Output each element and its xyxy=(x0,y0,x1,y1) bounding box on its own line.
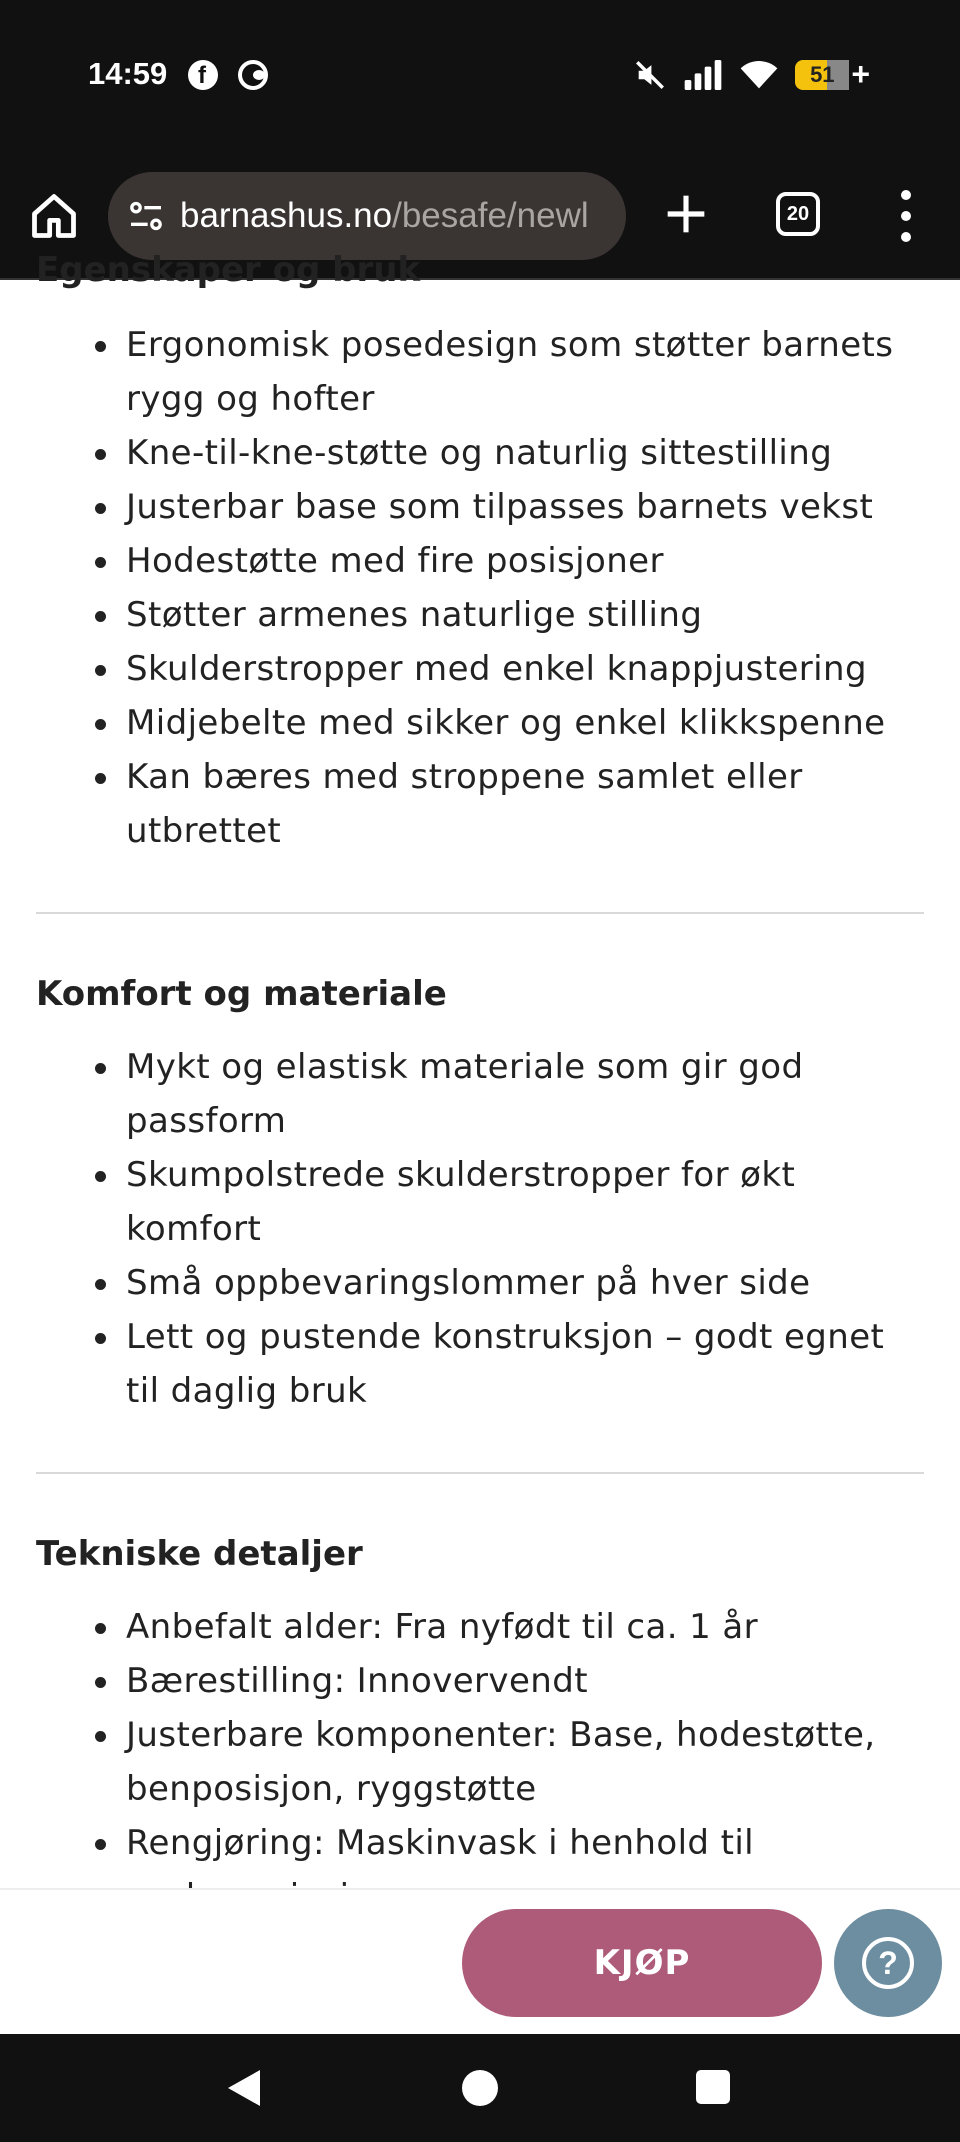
tab-switcher-button[interactable]: 20 xyxy=(776,192,820,236)
list-item: Ergonomisk posedesign som støtter barnets rygg og hofter xyxy=(0,318,960,426)
status-icons xyxy=(633,56,870,93)
section-title-features: Egenskaper og bruk xyxy=(36,250,421,290)
page-content xyxy=(0,250,960,1888)
system-nav-bar xyxy=(0,2034,960,2142)
list-item: Midjebelte med sikker og enkel klikkspenne xyxy=(0,696,960,750)
list-item: Skulderstropper med enkel knappjustering xyxy=(0,642,960,696)
list-item: Justerbare komponenter: Base, hodestøtte, benposisjon, ryggstøtte xyxy=(0,1708,960,1816)
site-settings-icon[interactable] xyxy=(126,196,166,236)
home-circle-icon[interactable] xyxy=(462,2070,498,2106)
wifi-icon xyxy=(739,58,779,92)
url-path: /besafe/newl xyxy=(392,196,589,235)
signal-icon xyxy=(683,58,723,92)
battery-charging-icon: 51 + xyxy=(795,56,870,93)
list-item: Lett og pustende konstruksjon – godt egnet til daglig bruk xyxy=(0,1310,960,1418)
technical-list xyxy=(0,1600,960,1924)
status-time: 14:59 xyxy=(88,56,168,91)
list-item: Rengjøring: Maskinvask i henhold til xyxy=(0,1816,960,1924)
help-icon: ? xyxy=(862,1937,914,1989)
back-icon[interactable] xyxy=(228,2070,260,2106)
list-item: Mykt og elastisk materiale som gir god passform xyxy=(0,1040,960,1148)
section-title-comfort: Komfort og materiale xyxy=(36,974,447,1014)
list-item: Skumpolstrede skulderstropper for økt komfort xyxy=(0,1148,960,1256)
facebook-icon: f xyxy=(188,60,218,90)
comfort-list xyxy=(0,1040,960,1418)
section-divider xyxy=(36,912,924,914)
list-item: Hodestøtte med fire posisjoner xyxy=(0,534,960,588)
battery-level: 51 xyxy=(810,61,835,87)
url-host: barnashus.no xyxy=(180,196,393,235)
list-item: Små oppbevaringslommer på hver side xyxy=(0,1256,960,1310)
list-item: Anbefalt alder: Fra nyfødt til ca. 1 år xyxy=(0,1600,960,1654)
mute-icon xyxy=(633,58,667,92)
list-item: Bærestilling: Innovervendt xyxy=(0,1654,960,1708)
recents-icon[interactable] xyxy=(696,2070,730,2104)
home-icon[interactable] xyxy=(28,190,80,242)
more-menu-icon[interactable] xyxy=(892,190,920,242)
list-item: Kne-til-kne-støtte og naturlig sittestilling xyxy=(0,426,960,480)
status-bar xyxy=(0,0,960,160)
action-bar xyxy=(0,1888,960,2034)
features-list xyxy=(0,318,960,858)
address-bar[interactable] xyxy=(108,172,626,260)
help-button[interactable] xyxy=(834,1909,942,2017)
list-item: Justerbar base som tilpasses barnets vekst xyxy=(0,480,960,534)
section-divider xyxy=(36,1472,924,1474)
list-item: Kan bæres med stroppene samlet eller utbrettet xyxy=(0,750,960,858)
list-item: Støtter armenes naturlige stilling xyxy=(0,588,960,642)
section-title-technical: Tekniske detaljer xyxy=(36,1534,363,1574)
buy-button[interactable]: KJØP xyxy=(462,1909,822,2017)
data-saver-icon xyxy=(238,60,268,90)
new-tab-icon[interactable] xyxy=(664,192,708,236)
url-text[interactable] xyxy=(180,196,589,236)
